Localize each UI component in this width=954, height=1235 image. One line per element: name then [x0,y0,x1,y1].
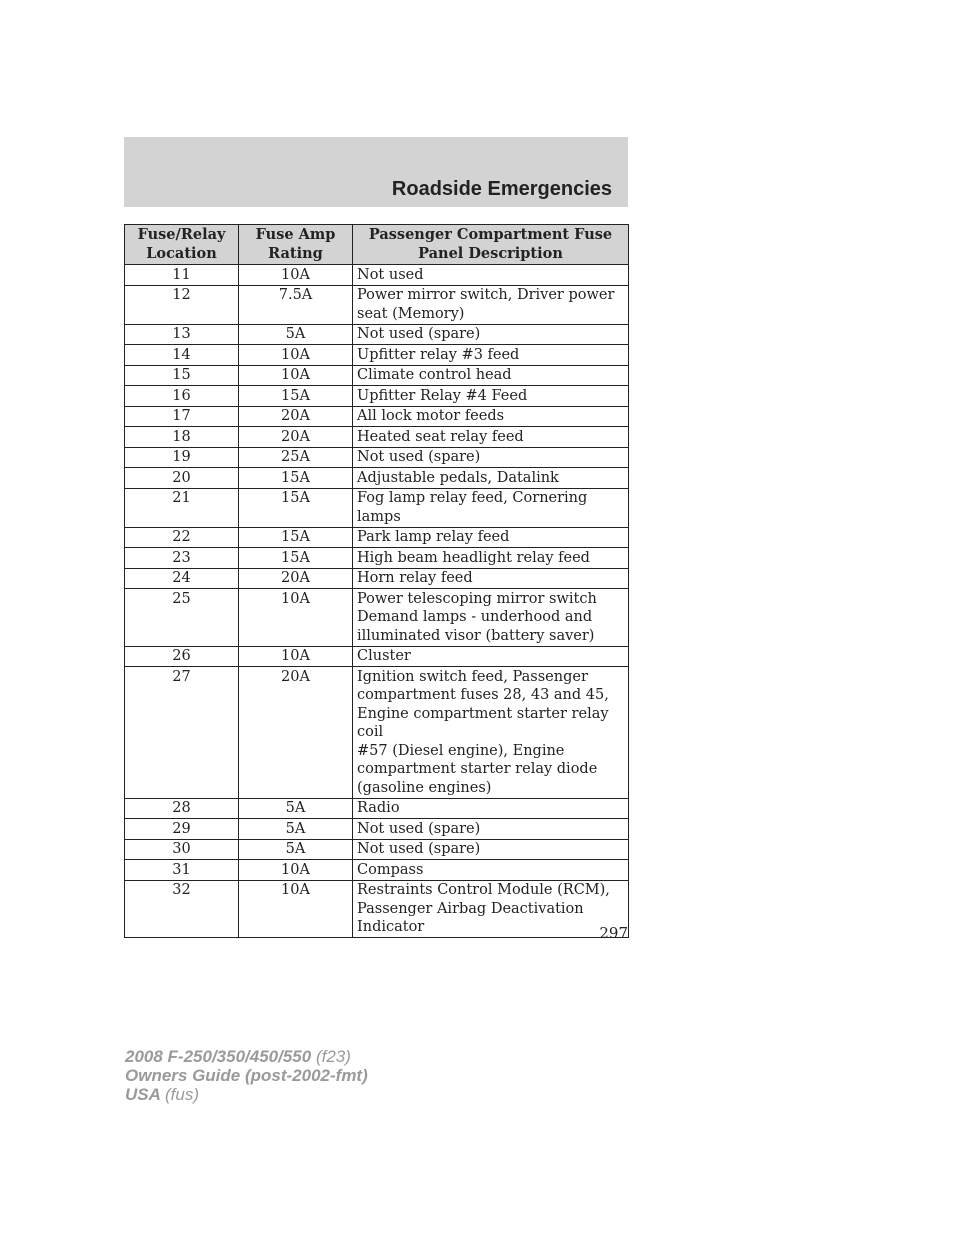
column-header-rating: Fuse Amp Rating [239,225,353,265]
footer-line-3 [125,1085,368,1104]
table-row [125,646,629,667]
fuse-description-cell: Upfitter Relay #4 Feed [353,386,629,407]
footer-market-code: (fus) [165,1085,199,1104]
fuse-description-cell: Not used (spare) [353,819,629,840]
table-row [125,819,629,840]
section-title: Roadside Emergencies [391,178,612,200]
fuse-location-cell: 17 [125,406,239,427]
fuse-location-cell: 19 [125,447,239,468]
table-row [125,265,629,286]
fuse-rating-cell: 5A [239,324,353,345]
fuse-description-cell: Radio [353,798,629,819]
fuse-rating-cell: 10A [239,880,353,938]
fuse-location-cell: 28 [125,798,239,819]
fuse-rating-cell: 10A [239,646,353,667]
column-header-description: Passenger Compartment Fuse Panel Description [353,225,629,265]
section-header-band [124,137,628,207]
table-row [125,345,629,366]
footer-model-code: (f23) [315,1047,351,1066]
fuse-table-body [125,265,629,938]
fuse-location-cell: 32 [125,880,239,938]
document-footer [125,1047,368,1104]
table-row [125,880,629,938]
table-row [125,667,629,799]
fuse-description-cell: Cluster [353,646,629,667]
fuse-description-cell: Compass [353,860,629,881]
table-row [125,589,629,647]
fuse-rating-cell: 15A [239,386,353,407]
fuse-location-cell: 11 [125,265,239,286]
fuse-rating-cell: 5A [239,798,353,819]
fuse-description-cell: High beam headlight relay feed [353,548,629,569]
fuse-rating-cell: 10A [239,860,353,881]
fuse-rating-cell: 15A [239,527,353,548]
table-row [125,447,629,468]
fuse-description-cell: Upfitter relay #3 feed [353,345,629,366]
fuse-rating-cell: 20A [239,568,353,589]
fuse-location-cell: 13 [125,324,239,345]
page-number: 297 [599,924,628,942]
table-row [125,324,629,345]
fuse-rating-cell: 10A [239,365,353,386]
table-row [125,798,629,819]
fuse-description-cell: Climate control head [353,365,629,386]
fuse-location-cell: 29 [125,819,239,840]
fuse-description-cell: Park lamp relay feed [353,527,629,548]
fuse-location-cell: 20 [125,468,239,489]
fuse-table [124,224,629,938]
fuse-description-cell: Power mirror switch, Driver power seat (Memory) [353,285,629,324]
fuse-description-cell: Adjustable pedals, Datalink [353,468,629,489]
fuse-rating-cell: 20A [239,406,353,427]
table-row [125,427,629,448]
fuse-description-cell: Restraints Control Module (RCM), Passenger Airbag Deactivation Indicator [353,880,629,938]
fuse-rating-cell: 15A [239,548,353,569]
table-row [125,468,629,489]
fuse-location-cell: 24 [125,568,239,589]
fuse-rating-cell: 15A [239,488,353,527]
fuse-rating-cell: 10A [239,345,353,366]
fuse-description-cell: Power telescoping mirror switch Demand lamps - underhood and illuminated visor (battery saver) [353,589,629,647]
table-row [125,860,629,881]
fuse-rating-cell: 20A [239,427,353,448]
table-row [125,365,629,386]
fuse-location-cell: 14 [125,345,239,366]
fuse-description-cell: Fog lamp relay feed, Cornering lamps [353,488,629,527]
fuse-description-cell: Not used (spare) [353,839,629,860]
fuse-rating-cell: 25A [239,447,353,468]
fuse-location-cell: 18 [125,427,239,448]
fuse-rating-cell: 7.5A [239,285,353,324]
fuse-rating-cell: 10A [239,589,353,647]
fuse-location-cell: 27 [125,667,239,799]
fuse-description-cell: All lock motor feeds [353,406,629,427]
fuse-rating-cell: 15A [239,468,353,489]
fuse-rating-cell: 20A [239,667,353,799]
table-row [125,285,629,324]
fuse-description-cell: Heated seat relay feed [353,427,629,448]
fuse-description-cell: Not used (spare) [353,324,629,345]
footer-line-2 [125,1066,368,1085]
table-row [125,406,629,427]
table-row [125,839,629,860]
column-header-location: Fuse/Relay Location [125,225,239,265]
fuse-rating-cell: 5A [239,819,353,840]
fuse-description-cell: Not used (spare) [353,447,629,468]
fuse-description-cell: Horn relay feed [353,568,629,589]
footer-market: USA [125,1085,161,1104]
fuse-location-cell: 15 [125,365,239,386]
table-row [125,568,629,589]
fuse-location-cell: 31 [125,860,239,881]
footer-guide: Owners Guide (post-2002-fmt) [125,1066,368,1085]
table-row [125,386,629,407]
fuse-location-cell: 16 [125,386,239,407]
fuse-location-cell: 21 [125,488,239,527]
table-header-row [125,225,629,265]
footer-model: 2008 F-250/350/450/550 [125,1047,312,1066]
table-row [125,527,629,548]
table-row [125,488,629,527]
fuse-location-cell: 26 [125,646,239,667]
fuse-rating-cell: 10A [239,265,353,286]
footer-line-1 [125,1047,368,1066]
fuse-rating-cell: 5A [239,839,353,860]
fuse-location-cell: 30 [125,839,239,860]
fuse-description-cell: Ignition switch feed, Passenger compartment fuses 28, 43 and 45, Engine compartment starter relay coil #57 (Diesel engine), Engine compartment starter relay diode (gasoline engines) [353,667,629,799]
fuse-location-cell: 23 [125,548,239,569]
fuse-description-cell: Not used [353,265,629,286]
fuse-location-cell: 12 [125,285,239,324]
fuse-location-cell: 22 [125,527,239,548]
table-row [125,548,629,569]
fuse-location-cell: 25 [125,589,239,647]
